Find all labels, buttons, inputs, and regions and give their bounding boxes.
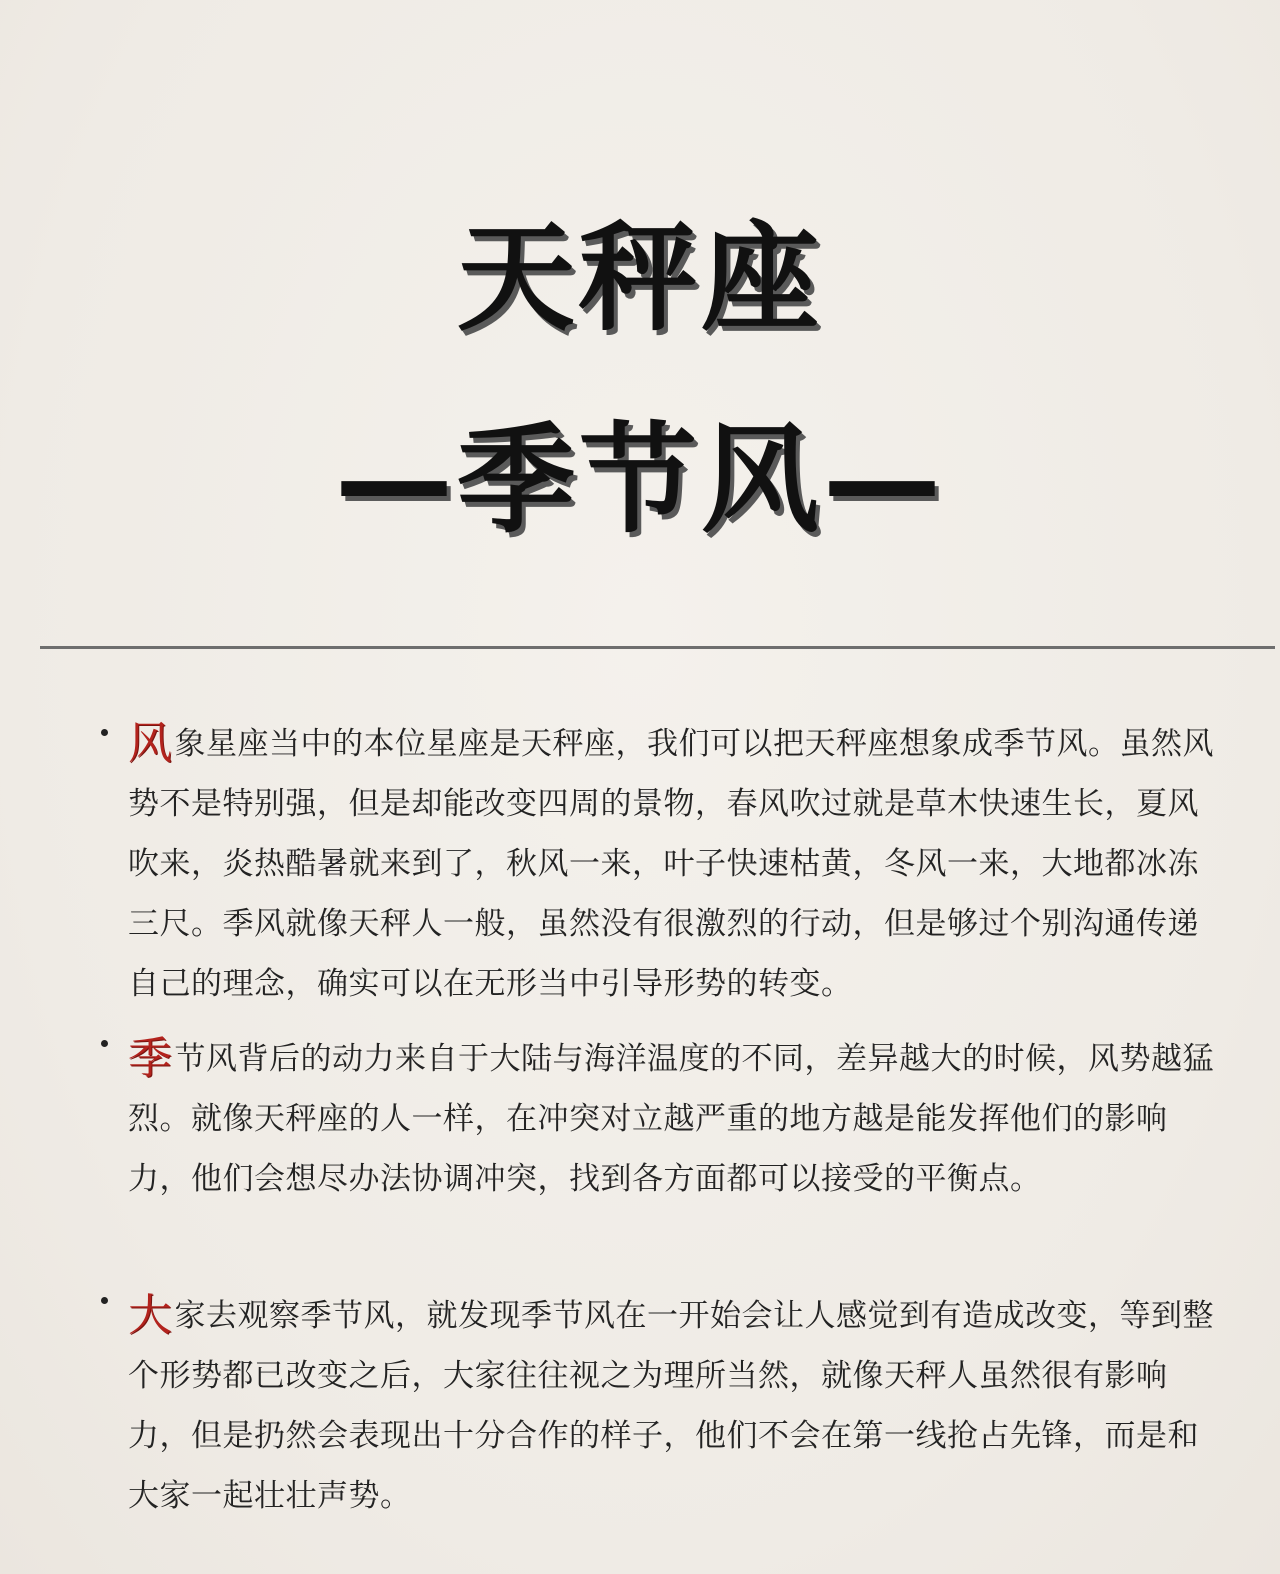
paragraph-text: 家去观察季节风，就发现季节风在一开始会让人感觉到有造成改变，等到整个形势都已改变之后，大家往往视之为理所当然，就像天秤人虽然很有影响力，但是扔然会表现出十分合作的样子，他们不会在第一线抢占先锋，而是和大家一起壮壮声势。 (128, 1298, 1214, 1514)
bullet-dot (101, 1297, 108, 1304)
paragraph-text: 节风背后的动力来自于大陆与海洋温度的不同，差异越大的时候，风势越猛烈。就像天秤座的人一样，在冲突对立越严重的地方越是能发挥他们的影响力，他们会想尽办法协调冲突，找到各方面都可以接受的平衡点。 (128, 1041, 1214, 1197)
paragraph-text: 象星座当中的本位星座是天秤座，我们可以把天秤座想象成季节风。虽然风势不是特别强，但是却能改变四周的景物，春风吹过就是草木快速生长，夏风吹来，炎热酷暑就来到了，秋风一来，叶子快速枯黄，冬风一来，大地都冰冻三尺。季风就像天秤人一般，虽然没有很激烈的行动，但是够过个别沟通传递自己的理念，确实可以在无形当中引导形势的转变。 (128, 726, 1214, 1002)
paragraph-3 (128, 1286, 1228, 1526)
lead-character: 风 (128, 718, 173, 769)
bullet-dot (101, 729, 108, 736)
lead-character: 大 (128, 1290, 173, 1341)
lead-character: 季 (128, 1033, 173, 1084)
paragraph-1 (128, 714, 1228, 1014)
paragraph-2 (128, 1029, 1228, 1209)
page-title: 天秤座 (456, 209, 823, 347)
bullet-dot (101, 1040, 108, 1047)
divider (40, 646, 1275, 649)
page-subtitle: —季节风— (334, 411, 945, 549)
